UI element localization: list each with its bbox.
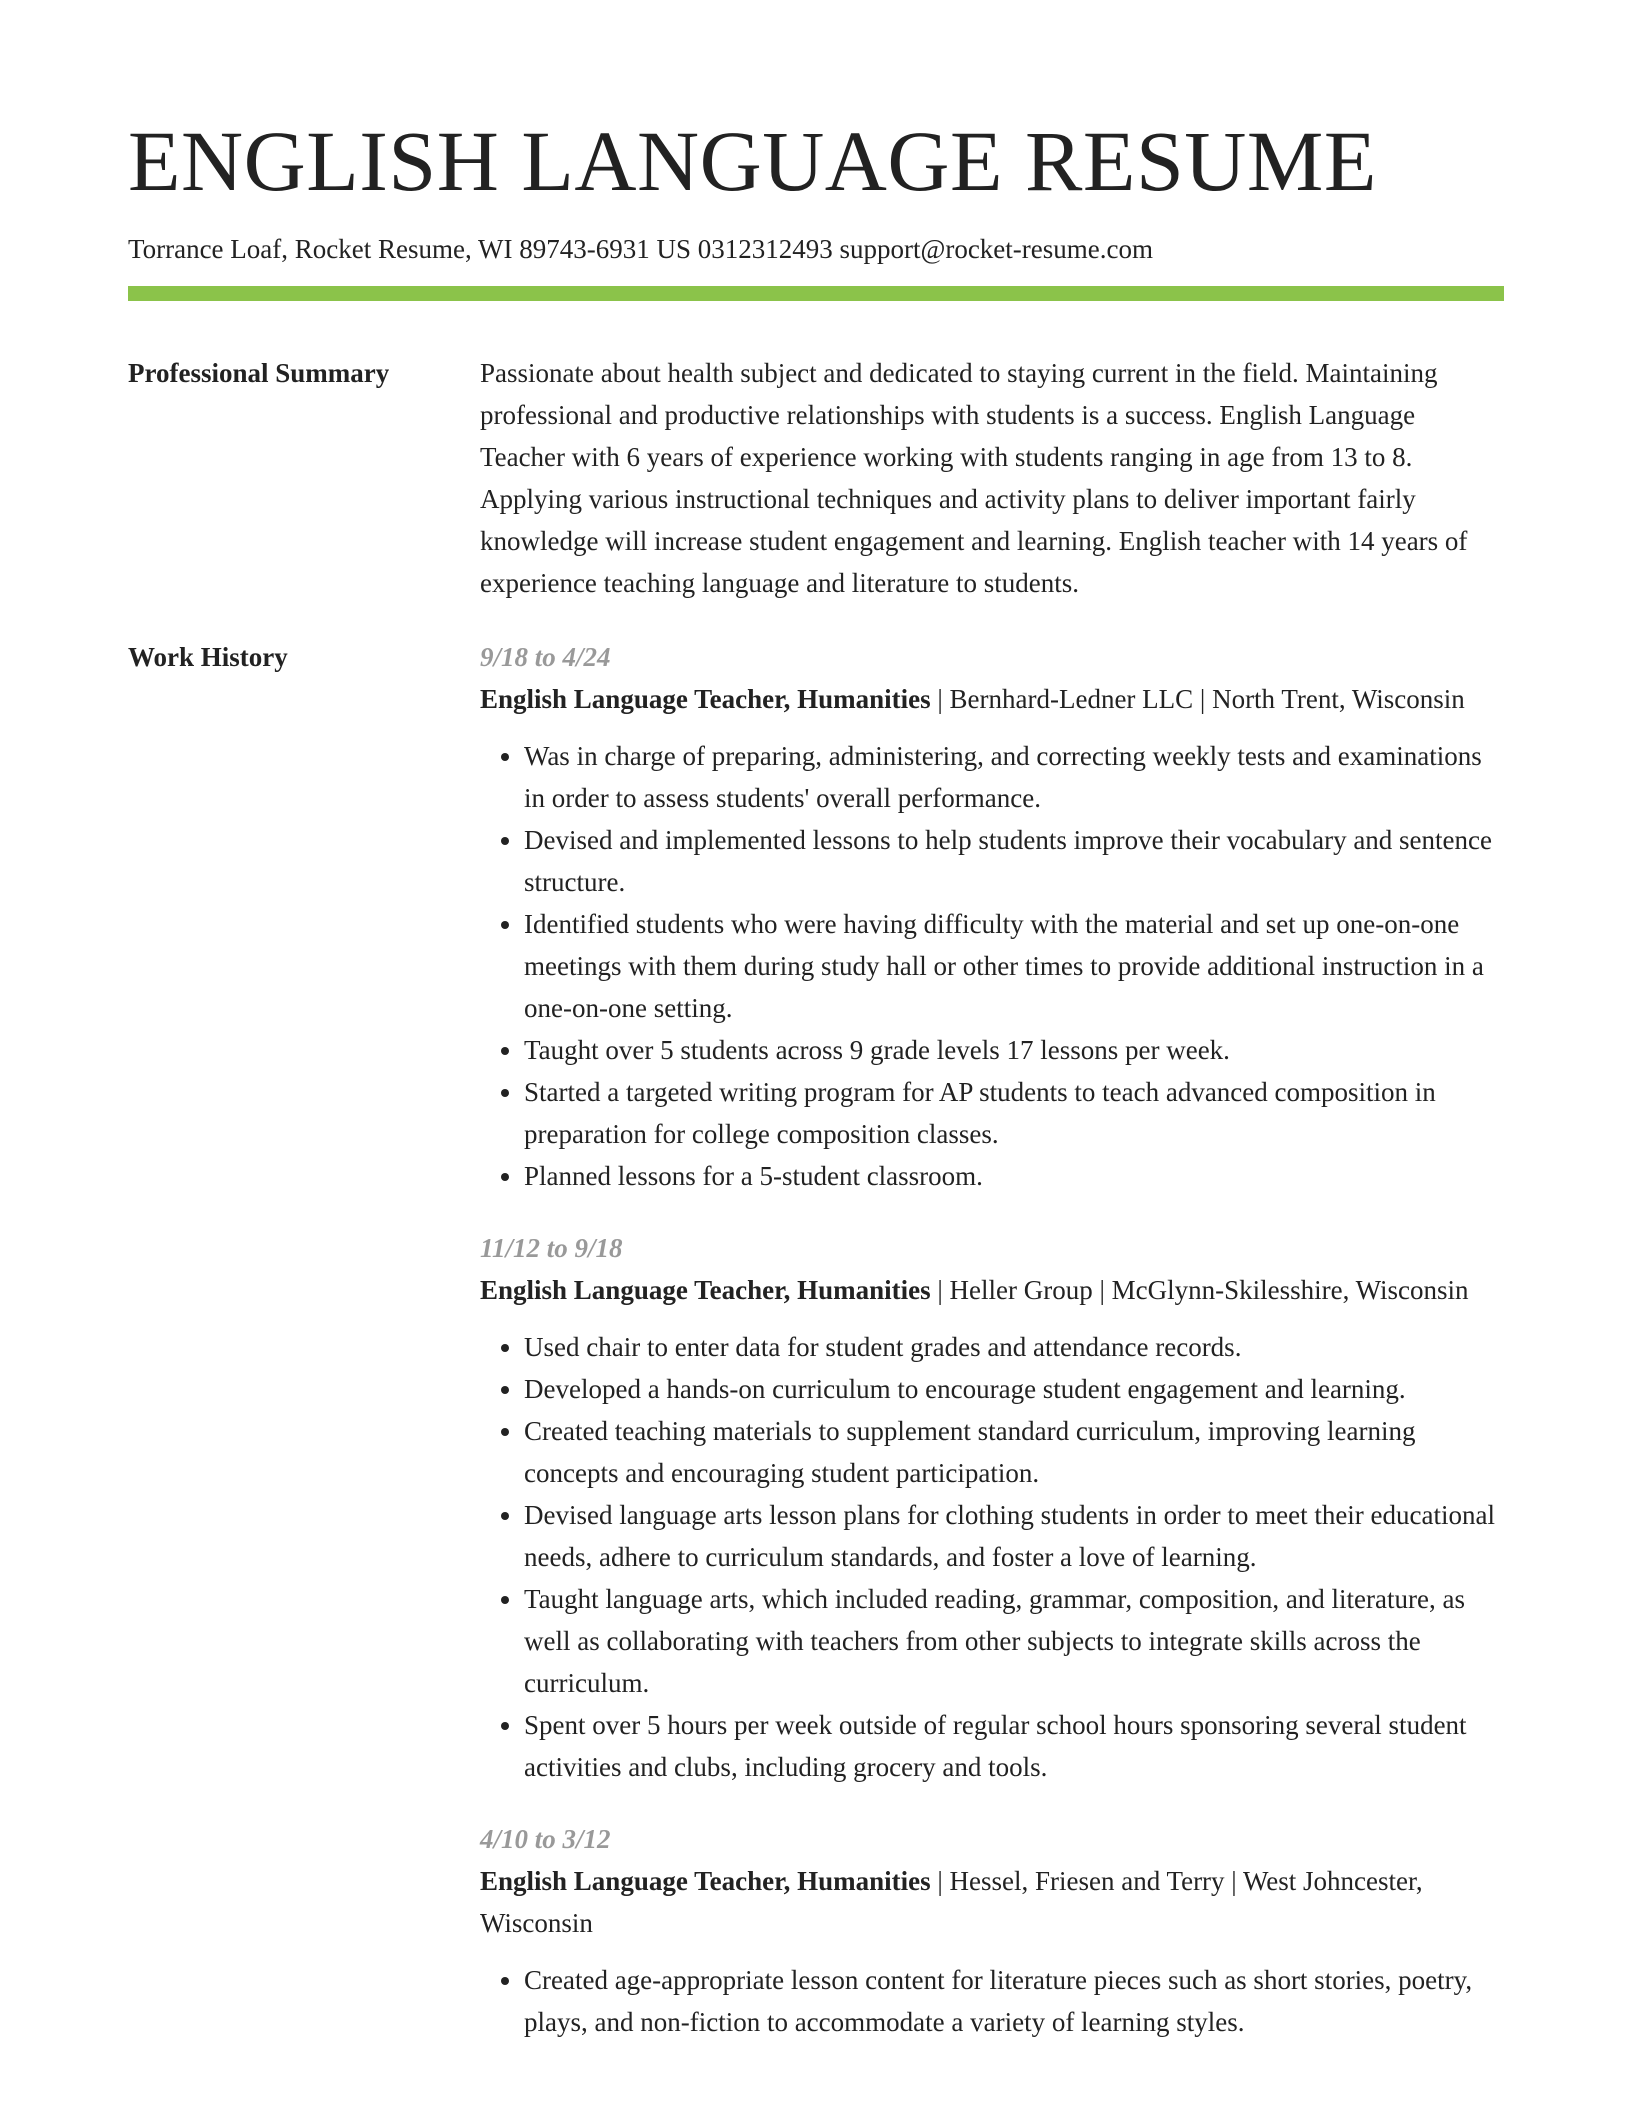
accent-divider [128,286,1504,301]
job-bullet: • Planned lessons for a 5-student classroom. [524,1155,1504,1197]
job-bullet: • Identified students who were having difficulty with the material and set up one-on-one meetings with them during study hall or other times to provide additional instruction in a one-on-one setting. [524,903,1504,1029]
job-dates: 9/18 to 4/24 [480,642,611,672]
job-title: English Language Teacher, Humanities [480,1275,931,1305]
job-entry [480,1818,1504,2043]
job-bullet: • Created age-appropriate lesson content for literature pieces such as short stories, poetry, plays, and non-fiction to accommodate a variety of learning styles. [524,1959,1504,2043]
job-company-location: | Heller Group | McGlynn-Skilesshire, Wisconsin [930,1275,1469,1305]
contact-line: Torrance Loaf, Rocket Resume, WI 89743-6931 US 0312312493 support@rocket-resume.com [128,234,1153,264]
job-bullet: • Developed a hands-on curriculum to encourage student engagement and learning. [524,1368,1504,1410]
job-dates: 4/10 to 3/12 [480,1824,611,1854]
job-bullet-list [480,735,1504,1197]
job-bullet: • Created teaching materials to supplement standard curriculum, improving learning concepts and encouraging student participation. [524,1410,1504,1494]
job-heading [480,1860,1504,1944]
job-company-location: | Hessel, Friesen and Terry | West Johncester, Wisconsin [480,1866,1423,1938]
summary-heading: Professional Summary [128,358,390,388]
work-history-heading: Work History [128,642,288,672]
job-heading [480,678,1504,720]
job-heading [480,1269,1504,1311]
job-bullet: • Devised and implemented lessons to help students improve their vocabulary and sentence structure. [524,819,1504,903]
work-history-body [480,636,1504,2073]
job-bullet: • Taught language arts, which included reading, grammar, composition, and literature, as well as collaborating with teachers from other subjects to integrate skills across the curriculum. [524,1578,1504,1704]
summary-text: Passionate about health subject and dedicated to staying current in the field. Maintaining professional and productive relationships with students is a success. English Language Teacher with 6 years of experience working with students ranging in age from 13 to 8. Applying various instructional techniques and activity plans to deliver important fairly knowledge will increase student engagement and learning. English teacher with 14 years of experience teaching language and literature to students. [480,358,1468,598]
job-entry [480,636,1504,1197]
job-title: English Language Teacher, Humanities [480,684,931,714]
job-bullet-list [480,1959,1504,2043]
summary-body [480,352,1504,604]
job-bullet: • Taught over 5 students across 9 grade levels 17 lessons per week. [524,1029,1504,1071]
job-bullet: • Spent over 5 hours per week outside of regular school hours sponsoring several student activities and clubs, including grocery and tools. [524,1704,1504,1788]
job-entry [480,1227,1504,1788]
job-bullet: • Used chair to enter data for student grades and attendance records. [524,1326,1504,1368]
job-bullet: • Was in charge of preparing, administering, and correcting weekly tests and examinations in order to assess students' overall performance. [524,735,1504,819]
job-bullet: • Devised language arts lesson plans for clothing students in order to meet their educational needs, adhere to curriculum standards, and foster a love of learning. [524,1494,1504,1578]
job-dates: 11/12 to 9/18 [480,1233,623,1263]
job-company-location: | Bernhard-Ledner LLC | North Trent, Wisconsin [930,684,1465,714]
job-title: English Language Teacher, Humanities [480,1866,931,1896]
job-bullet-list [480,1326,1504,1788]
job-bullet: • Started a targeted writing program for AP students to teach advanced composition in preparation for college composition classes. [524,1071,1504,1155]
resume-title: ENGLISH LANGUAGE RESUME [128,113,1377,209]
